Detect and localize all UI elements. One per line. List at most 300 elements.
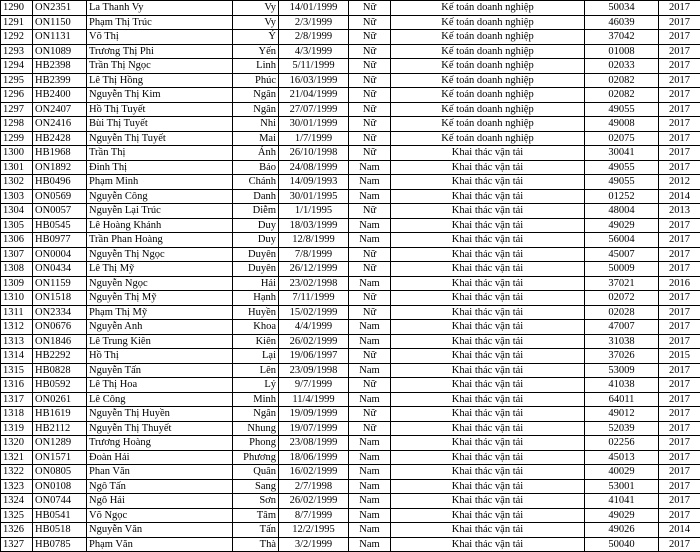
last-middle-name-cell: Phạm Thị Trúc — [87, 15, 233, 30]
last-middle-name-cell: Trần Thị Ngọc — [87, 59, 233, 74]
gender-cell: Nam — [349, 465, 391, 480]
student-code-cell: ON1571 — [33, 450, 87, 465]
first-name-cell: Ý — [233, 30, 279, 45]
row-number-cell: 1326 — [1, 523, 33, 538]
row-number-cell: 1325 — [1, 508, 33, 523]
major-cell: Khai thác vận tải — [391, 392, 585, 407]
date-of-birth-cell: 19/06/1997 — [279, 349, 349, 364]
first-name-cell: Duy — [233, 218, 279, 233]
row-number-cell: 1311 — [1, 305, 33, 320]
student-code-cell: ON0744 — [33, 494, 87, 509]
student-code-cell: HB0496 — [33, 175, 87, 190]
last-middle-name-cell: Ngô Hải — [87, 494, 233, 509]
row-number-cell: 1296 — [1, 88, 33, 103]
student-code-cell: ON1089 — [33, 44, 87, 59]
certificate-number-cell: 31038 — [585, 334, 659, 349]
certificate-number-cell: 50034 — [585, 1, 659, 16]
student-code-cell: ON2416 — [33, 117, 87, 132]
first-name-cell: Ngân — [233, 88, 279, 103]
first-name-cell: Quân — [233, 465, 279, 480]
major-cell: Khai thác vận tải — [391, 537, 585, 552]
row-number-cell: 1316 — [1, 378, 33, 393]
certificate-number-cell: 02028 — [585, 305, 659, 320]
certificate-number-cell: 30041 — [585, 146, 659, 161]
date-of-birth-cell: 3/2/1999 — [279, 537, 349, 552]
gender-cell: Nữ — [349, 88, 391, 103]
student-code-cell: ON0434 — [33, 262, 87, 277]
gender-cell: Nam — [349, 508, 391, 523]
major-cell: Khai thác vận tải — [391, 247, 585, 262]
date-of-birth-cell: 12/8/1999 — [279, 233, 349, 248]
first-name-cell: Lên — [233, 363, 279, 378]
table-row — [1, 508, 700, 523]
student-code-cell: HB2428 — [33, 131, 87, 146]
student-code-cell: HB2292 — [33, 349, 87, 364]
major-cell: Kế toán doanh nghiệp — [391, 117, 585, 132]
graduation-year-cell: 2017 — [659, 160, 700, 175]
row-number-cell: 1324 — [1, 494, 33, 509]
row-number-cell: 1299 — [1, 131, 33, 146]
gender-cell: Nữ — [349, 44, 391, 59]
certificate-number-cell: 48004 — [585, 204, 659, 219]
table-row — [1, 218, 700, 233]
date-of-birth-cell: 30/01/1999 — [279, 117, 349, 132]
major-cell: Khai thác vận tải — [391, 146, 585, 161]
last-middle-name-cell: Trần Thị — [87, 146, 233, 161]
first-name-cell: Phương — [233, 450, 279, 465]
date-of-birth-cell: 2/8/1999 — [279, 30, 349, 45]
last-middle-name-cell: Phạm Minh — [87, 175, 233, 190]
date-of-birth-cell: 16/03/1999 — [279, 73, 349, 88]
gender-cell: Nữ — [349, 407, 391, 422]
major-cell: Khai thác vận tải — [391, 349, 585, 364]
major-cell: Khai thác vận tải — [391, 523, 585, 538]
graduation-year-cell: 2017 — [659, 450, 700, 465]
certificate-number-cell: 01008 — [585, 44, 659, 59]
row-number-cell: 1322 — [1, 465, 33, 480]
date-of-birth-cell: 14/01/1999 — [279, 1, 349, 16]
major-cell: Kế toán doanh nghiệp — [391, 59, 585, 74]
first-name-cell: Ngân — [233, 407, 279, 422]
last-middle-name-cell: Trương Hoàng — [87, 436, 233, 451]
student-code-cell: ON1289 — [33, 436, 87, 451]
graduation-year-cell: 2017 — [659, 465, 700, 480]
last-middle-name-cell: Ngô Tấn — [87, 479, 233, 494]
first-name-cell: Thà — [233, 537, 279, 552]
gender-cell: Nam — [349, 320, 391, 335]
table-row — [1, 291, 700, 306]
row-number-cell: 1318 — [1, 407, 33, 422]
table-row — [1, 305, 700, 320]
last-middle-name-cell: Hồ Thị Tuyết — [87, 102, 233, 117]
major-cell: Khai thác vận tải — [391, 378, 585, 393]
graduation-year-cell: 2017 — [659, 363, 700, 378]
certificate-number-cell: 40029 — [585, 465, 659, 480]
last-middle-name-cell: Nguyễn Lại Trúc — [87, 204, 233, 219]
certificate-number-cell: 37026 — [585, 349, 659, 364]
certificate-number-cell: 49055 — [585, 102, 659, 117]
date-of-birth-cell: 2/7/1998 — [279, 479, 349, 494]
table-row — [1, 131, 700, 146]
graduation-year-cell: 2017 — [659, 44, 700, 59]
gender-cell: Nữ — [349, 131, 391, 146]
major-cell: Khai thác vận tải — [391, 276, 585, 291]
table-row — [1, 494, 700, 509]
date-of-birth-cell: 26/02/1999 — [279, 494, 349, 509]
row-number-cell: 1312 — [1, 320, 33, 335]
certificate-number-cell: 02082 — [585, 73, 659, 88]
table-row — [1, 465, 700, 480]
gender-cell: Nữ — [349, 247, 391, 262]
first-name-cell: Mai — [233, 131, 279, 146]
table-row — [1, 44, 700, 59]
last-middle-name-cell: La Thanh Vy — [87, 1, 233, 16]
first-name-cell: Hạnh — [233, 291, 279, 306]
table-row — [1, 189, 700, 204]
certificate-number-cell: 49055 — [585, 160, 659, 175]
graduation-year-cell: 2014 — [659, 189, 700, 204]
certificate-number-cell: 41041 — [585, 494, 659, 509]
major-cell: Kế toán doanh nghiệp — [391, 131, 585, 146]
graduation-year-cell: 2017 — [659, 291, 700, 306]
date-of-birth-cell: 15/02/1999 — [279, 305, 349, 320]
gender-cell: Nữ — [349, 117, 391, 132]
major-cell: Khai thác vận tải — [391, 320, 585, 335]
graduation-year-cell: 2017 — [659, 334, 700, 349]
graduation-year-cell: 2017 — [659, 117, 700, 132]
table-row — [1, 421, 700, 436]
certificate-number-cell: 46039 — [585, 15, 659, 30]
certificate-number-cell: 56004 — [585, 233, 659, 248]
table-row — [1, 88, 700, 103]
row-number-cell: 1294 — [1, 59, 33, 74]
last-middle-name-cell: Phạm Thị Mỹ — [87, 305, 233, 320]
first-name-cell: Sơn — [233, 494, 279, 509]
table-row — [1, 363, 700, 378]
first-name-cell: Tâm — [233, 508, 279, 523]
student-code-cell: HB2399 — [33, 73, 87, 88]
first-name-cell: Tấn — [233, 523, 279, 538]
row-number-cell: 1321 — [1, 450, 33, 465]
row-number-cell: 1290 — [1, 1, 33, 16]
first-name-cell: Lại — [233, 349, 279, 364]
date-of-birth-cell: 23/08/1999 — [279, 436, 349, 451]
date-of-birth-cell: 18/06/1999 — [279, 450, 349, 465]
last-middle-name-cell: Lê Trung Kiên — [87, 334, 233, 349]
row-number-cell: 1313 — [1, 334, 33, 349]
gender-cell: Nam — [349, 537, 391, 552]
student-code-cell: HB1968 — [33, 146, 87, 161]
last-middle-name-cell: Nguyễn Thị Thuyết — [87, 421, 233, 436]
major-cell: Khai thác vận tải — [391, 479, 585, 494]
first-name-cell: Linh — [233, 59, 279, 74]
certificate-number-cell: 49029 — [585, 508, 659, 523]
row-number-cell: 1304 — [1, 204, 33, 219]
date-of-birth-cell: 8/7/1999 — [279, 508, 349, 523]
last-middle-name-cell: Trần Phan Hoàng — [87, 233, 233, 248]
last-middle-name-cell: Nguyễn Thị Kim — [87, 88, 233, 103]
first-name-cell: Phong — [233, 436, 279, 451]
table-row — [1, 334, 700, 349]
graduation-year-cell: 2017 — [659, 218, 700, 233]
gender-cell: Nữ — [349, 305, 391, 320]
gender-cell: Nam — [349, 189, 391, 204]
first-name-cell: Duyên — [233, 247, 279, 262]
last-middle-name-cell: Võ Thị — [87, 30, 233, 45]
major-cell: Kế toán doanh nghiệp — [391, 88, 585, 103]
row-number-cell: 1314 — [1, 349, 33, 364]
row-number-cell: 1305 — [1, 218, 33, 233]
row-number-cell: 1301 — [1, 160, 33, 175]
last-middle-name-cell: Nguyễn Thị Ngọc — [87, 247, 233, 262]
student-code-cell: HB2400 — [33, 88, 87, 103]
gender-cell: Nam — [349, 363, 391, 378]
date-of-birth-cell: 7/8/1999 — [279, 247, 349, 262]
first-name-cell: Phúc — [233, 73, 279, 88]
date-of-birth-cell: 23/09/1998 — [279, 363, 349, 378]
date-of-birth-cell: 11/4/1999 — [279, 392, 349, 407]
gender-cell: Nữ — [349, 1, 391, 16]
last-middle-name-cell: Lê Hoàng Khánh — [87, 218, 233, 233]
student-code-cell: HB2398 — [33, 59, 87, 74]
table-row — [1, 1, 700, 16]
student-code-cell: ON1150 — [33, 15, 87, 30]
major-cell: Khai thác vận tải — [391, 305, 585, 320]
gender-cell: Nữ — [349, 421, 391, 436]
date-of-birth-cell: 9/7/1999 — [279, 378, 349, 393]
graduation-year-cell: 2017 — [659, 233, 700, 248]
graduation-year-cell: 2017 — [659, 247, 700, 262]
certificate-number-cell: 02072 — [585, 291, 659, 306]
table-row — [1, 146, 700, 161]
certificate-number-cell: 37042 — [585, 30, 659, 45]
last-middle-name-cell: Đinh Thị — [87, 160, 233, 175]
gender-cell: Nam — [349, 160, 391, 175]
last-middle-name-cell: Bùi Thị Tuyết — [87, 117, 233, 132]
table-row — [1, 15, 700, 30]
last-middle-name-cell: Hồ Thị — [87, 349, 233, 364]
certificate-number-cell: 50040 — [585, 537, 659, 552]
student-code-cell: HB0592 — [33, 378, 87, 393]
student-code-cell: HB1619 — [33, 407, 87, 422]
graduation-year-cell: 2017 — [659, 320, 700, 335]
first-name-cell: Duy — [233, 233, 279, 248]
row-number-cell: 1327 — [1, 537, 33, 552]
gender-cell: Nam — [349, 436, 391, 451]
certificate-number-cell: 64011 — [585, 392, 659, 407]
certificate-number-cell: 49055 — [585, 175, 659, 190]
major-cell: Khai thác vận tải — [391, 494, 585, 509]
row-number-cell: 1306 — [1, 233, 33, 248]
gender-cell: Nam — [349, 450, 391, 465]
gender-cell: Nữ — [349, 102, 391, 117]
table-row — [1, 262, 700, 277]
major-cell: Khai thác vận tải — [391, 334, 585, 349]
graduation-year-cell: 2017 — [659, 146, 700, 161]
graduation-year-cell: 2017 — [659, 378, 700, 393]
last-middle-name-cell: Lê Thị Mỹ — [87, 262, 233, 277]
certificate-number-cell: 45007 — [585, 247, 659, 262]
first-name-cell: Vy — [233, 1, 279, 16]
table-row — [1, 479, 700, 494]
first-name-cell: Vy — [233, 15, 279, 30]
first-name-cell: Danh — [233, 189, 279, 204]
date-of-birth-cell: 26/02/1999 — [279, 334, 349, 349]
last-middle-name-cell: Lê Công — [87, 392, 233, 407]
graduation-year-cell: 2012 — [659, 175, 700, 190]
student-code-cell: HB0518 — [33, 523, 87, 538]
major-cell: Kế toán doanh nghiệp — [391, 30, 585, 45]
table-row — [1, 349, 700, 364]
last-middle-name-cell: Trương Thị Phi — [87, 44, 233, 59]
date-of-birth-cell: 19/09/1999 — [279, 407, 349, 422]
date-of-birth-cell: 16/02/1999 — [279, 465, 349, 480]
gender-cell: Nữ — [349, 291, 391, 306]
student-code-cell: ON2351 — [33, 1, 87, 16]
first-name-cell: Khoa — [233, 320, 279, 335]
certificate-number-cell: 49029 — [585, 218, 659, 233]
last-middle-name-cell: Phạm Văn — [87, 537, 233, 552]
table-row — [1, 30, 700, 45]
graduation-year-cell: 2016 — [659, 276, 700, 291]
date-of-birth-cell: 4/4/1999 — [279, 320, 349, 335]
student-code-cell: HB0977 — [33, 233, 87, 248]
table-row — [1, 320, 700, 335]
certificate-number-cell: 02256 — [585, 436, 659, 451]
certificate-number-cell: 49026 — [585, 523, 659, 538]
graduation-year-cell: 2017 — [659, 494, 700, 509]
table-row — [1, 523, 700, 538]
date-of-birth-cell: 24/08/1999 — [279, 160, 349, 175]
date-of-birth-cell: 27/07/1999 — [279, 102, 349, 117]
gender-cell: Nữ — [349, 378, 391, 393]
last-middle-name-cell: Nguyễn Ngọc — [87, 276, 233, 291]
gender-cell: Nữ — [349, 15, 391, 30]
student-code-cell: ON1159 — [33, 276, 87, 291]
major-cell: Khai thác vận tải — [391, 508, 585, 523]
certificate-number-cell: 52039 — [585, 421, 659, 436]
first-name-cell: Nhi — [233, 117, 279, 132]
row-number-cell: 1297 — [1, 102, 33, 117]
graduation-year-cell: 2017 — [659, 88, 700, 103]
graduation-year-cell: 2017 — [659, 73, 700, 88]
table-row — [1, 392, 700, 407]
row-number-cell: 1310 — [1, 291, 33, 306]
row-number-cell: 1323 — [1, 479, 33, 494]
student-code-cell: ON1131 — [33, 30, 87, 45]
table-row — [1, 450, 700, 465]
gender-cell: Nữ — [349, 30, 391, 45]
major-cell: Kế toán doanh nghiệp — [391, 1, 585, 16]
student-code-cell: ON2407 — [33, 102, 87, 117]
date-of-birth-cell: 7/11/1999 — [279, 291, 349, 306]
table-row — [1, 59, 700, 74]
major-cell: Khai thác vận tải — [391, 465, 585, 480]
row-number-cell: 1295 — [1, 73, 33, 88]
graduation-year-cell: 2017 — [659, 421, 700, 436]
table-row — [1, 233, 700, 248]
first-name-cell: Bảo — [233, 160, 279, 175]
table-row — [1, 407, 700, 422]
student-code-cell: HB2112 — [33, 421, 87, 436]
student-code-cell: ON1518 — [33, 291, 87, 306]
last-middle-name-cell: Lê Thị Hồng — [87, 73, 233, 88]
major-cell: Khai thác vận tải — [391, 436, 585, 451]
last-middle-name-cell: Nguyễn Anh — [87, 320, 233, 335]
graduation-year-cell: 2017 — [659, 436, 700, 451]
graduation-year-cell: 2017 — [659, 102, 700, 117]
major-cell: Khai thác vận tải — [391, 189, 585, 204]
first-name-cell: Nhung — [233, 421, 279, 436]
graduation-year-cell: 2013 — [659, 204, 700, 219]
last-middle-name-cell: Nguyễn Tấn — [87, 363, 233, 378]
student-code-cell: HB0828 — [33, 363, 87, 378]
first-name-cell: Minh — [233, 392, 279, 407]
student-code-cell: HB0541 — [33, 508, 87, 523]
table-row — [1, 204, 700, 219]
certificate-number-cell: 01252 — [585, 189, 659, 204]
gender-cell: Nam — [349, 276, 391, 291]
date-of-birth-cell: 1/1/1995 — [279, 204, 349, 219]
student-code-cell: ON0805 — [33, 465, 87, 480]
first-name-cell: Yến — [233, 44, 279, 59]
certificate-number-cell: 50009 — [585, 262, 659, 277]
graduation-year-cell: 2017 — [659, 392, 700, 407]
student-code-cell: HB0545 — [33, 218, 87, 233]
date-of-birth-cell: 26/10/1998 — [279, 146, 349, 161]
major-cell: Kế toán doanh nghiệp — [391, 102, 585, 117]
graduation-year-cell: 2017 — [659, 508, 700, 523]
last-middle-name-cell: Nguyễn Thị Huyền — [87, 407, 233, 422]
date-of-birth-cell: 1/7/1999 — [279, 131, 349, 146]
date-of-birth-cell: 12/2/1995 — [279, 523, 349, 538]
gender-cell: Nữ — [349, 204, 391, 219]
date-of-birth-cell: 23/02/1998 — [279, 276, 349, 291]
row-number-cell: 1291 — [1, 15, 33, 30]
graduation-year-cell: 2017 — [659, 30, 700, 45]
certificate-number-cell: 02033 — [585, 59, 659, 74]
first-name-cell: Huyền — [233, 305, 279, 320]
row-number-cell: 1307 — [1, 247, 33, 262]
date-of-birth-cell: 5/11/1999 — [279, 59, 349, 74]
row-number-cell: 1293 — [1, 44, 33, 59]
gender-cell: Nam — [349, 523, 391, 538]
major-cell: Kế toán doanh nghiệp — [391, 44, 585, 59]
graduation-year-cell: 2014 — [659, 523, 700, 538]
date-of-birth-cell: 21/04/1999 — [279, 88, 349, 103]
certificate-number-cell: 02075 — [585, 131, 659, 146]
row-number-cell: 1308 — [1, 262, 33, 277]
gender-cell: Nữ — [349, 262, 391, 277]
last-middle-name-cell: Nguyễn Văn — [87, 523, 233, 538]
first-name-cell: Kiên — [233, 334, 279, 349]
major-cell: Khai thác vận tải — [391, 262, 585, 277]
graduation-year-cell: 2017 — [659, 1, 700, 16]
gender-cell: Nam — [349, 233, 391, 248]
graduation-year-cell: 2017 — [659, 479, 700, 494]
gender-cell: Nam — [349, 479, 391, 494]
major-cell: Khai thác vận tải — [391, 160, 585, 175]
graduation-year-cell: 2017 — [659, 15, 700, 30]
table-row — [1, 378, 700, 393]
table-row — [1, 102, 700, 117]
student-code-cell: ON2334 — [33, 305, 87, 320]
major-cell: Khai thác vận tải — [391, 233, 585, 248]
table-row — [1, 73, 700, 88]
date-of-birth-cell: 2/3/1999 — [279, 15, 349, 30]
graduation-year-cell: 2017 — [659, 59, 700, 74]
date-of-birth-cell: 14/09/1993 — [279, 175, 349, 190]
